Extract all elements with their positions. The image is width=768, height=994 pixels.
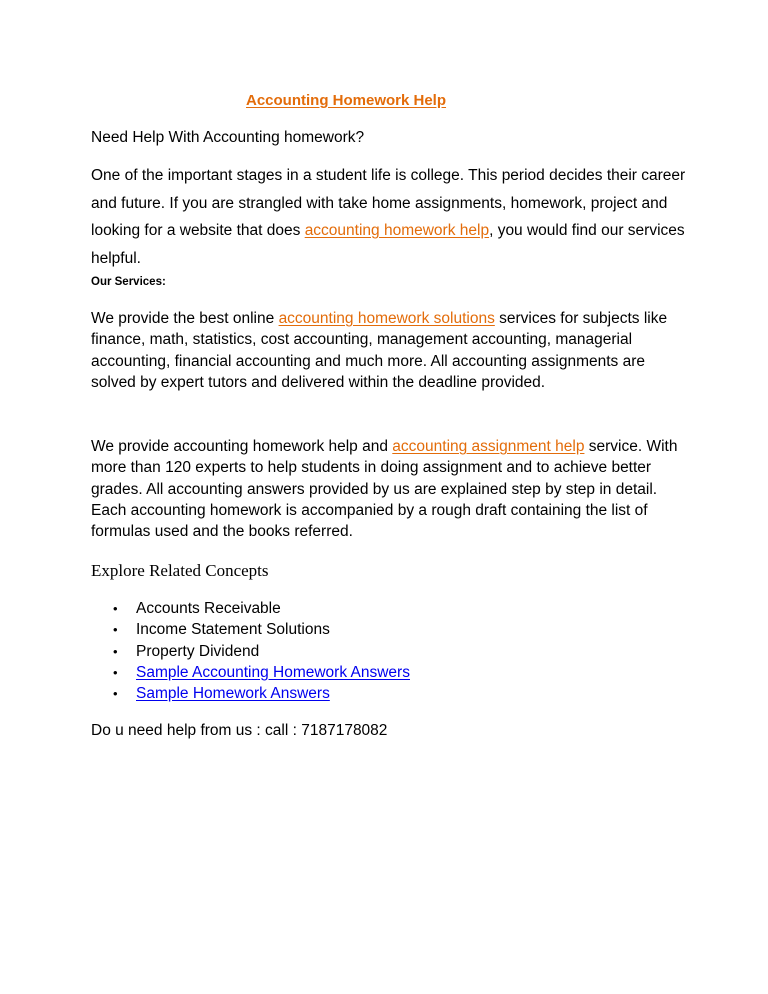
list-item	[113, 641, 410, 662]
document-title: Accounting Homework Help	[246, 92, 447, 109]
services-heading: Our Services:	[91, 276, 166, 288]
sample-accounting-homework-answers-link[interactable]: Sample Accounting Homework Answers	[136, 663, 410, 681]
accounting-assignment-help-link[interactable]: accounting assignment help	[392, 438, 585, 455]
sample-homework-answers-link[interactable]: Sample Homework Answers	[136, 685, 330, 703]
bullet-icon: •	[113, 601, 118, 616]
intro-text-after: , you would find our services helpful.	[91, 222, 685, 267]
services-paragraph	[91, 308, 691, 393]
intro-paragraph	[91, 162, 691, 272]
contact-line: Do u need help from us : call : 7187178082	[91, 722, 388, 739]
services-text-before: We provide the best online	[91, 310, 279, 327]
related-concepts-list	[113, 598, 410, 704]
experts-paragraph	[91, 436, 691, 542]
list-item	[113, 683, 410, 704]
concept-accounts-receivable: Accounts Receivable	[136, 600, 281, 617]
bullet-icon: •	[113, 643, 118, 659]
bullet-icon: •	[113, 622, 118, 638]
services-text-after: services for subjects like finance, math, statistics, cost accounting, management accounting, managerial accounting, financial accounting and much more. All accounting assignments are solved by expert tutors and delivered within the deadline provided.	[91, 310, 668, 391]
list-item	[113, 619, 410, 640]
concept-income-statement-solutions: Income Statement Solutions	[136, 621, 330, 639]
document-subtitle: Need Help With Accounting homework?	[91, 129, 365, 146]
bullet-icon: •	[113, 686, 118, 702]
accounting-homework-help-link[interactable]: accounting homework help	[304, 222, 490, 239]
experts-text-before: We provide accounting homework help and	[91, 438, 393, 455]
intro-text-before: One of the important stages in a student life is college. This period decides their career and future. If you are strangled with take home assignments, homework, project and looking for a website that does	[91, 167, 686, 239]
related-concepts-heading: Explore Related Concepts	[91, 561, 269, 580]
bullet-icon: •	[113, 664, 118, 680]
accounting-homework-solutions-link[interactable]: accounting homework solutions	[278, 310, 495, 327]
list-item	[113, 598, 410, 619]
list-item	[113, 662, 410, 683]
experts-text-after: service. With more than 120 experts to help students in doing assignment and to achieve better grades. All accounting answers provided by us are explained step by step in detail. Each accounting homework is accompanied by a rough draft containing the list of formulas used and the books referred.	[91, 438, 678, 541]
concept-property-dividend: Property Dividend	[136, 642, 260, 660]
